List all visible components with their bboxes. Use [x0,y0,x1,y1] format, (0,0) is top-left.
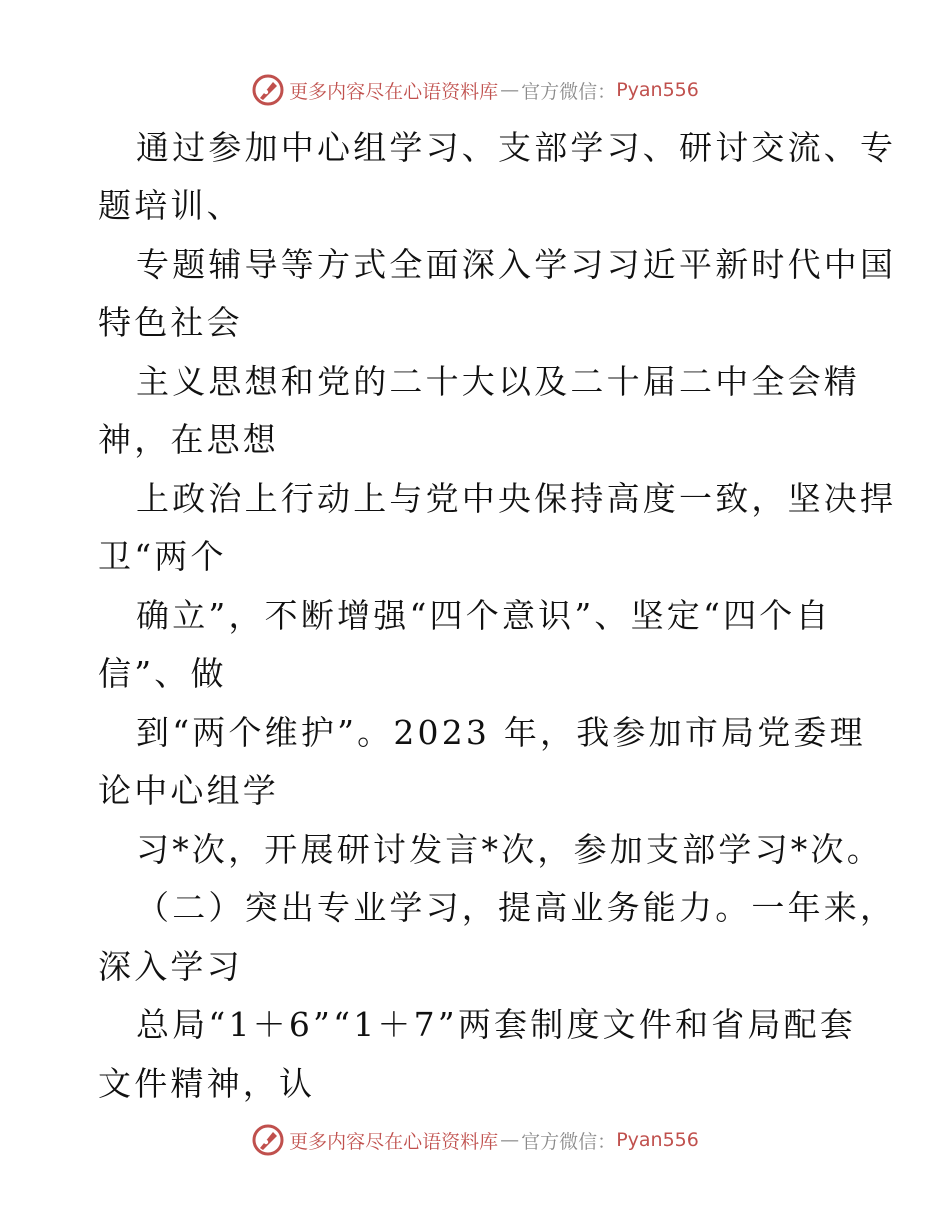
body-line-13: 习*次，开展研讨发言*次，参加支部学习*次。 [136,830,883,869]
pen-nib-logo-icon [251,1123,285,1157]
body-line-5: 主义思想和党的二十大以及二十届二中全会精 [136,362,860,401]
body-line-12: 论中心组学 [98,771,279,810]
body-line-4: 特色社会 [98,303,243,342]
body-line-11: 到“两个维护”。2023 年，我参加市局党委理 [136,713,866,752]
body-line-3: 专题辅导等方式全面深入学习习近平新时代中国 [136,245,897,284]
watermark-label: 官方微信： [521,1130,617,1153]
body-line-6: 神，在思想 [98,420,279,459]
header-watermark [0,70,950,110]
watermark-label: 官方微信： [521,80,617,103]
body-line-7: 上政治上行动上与党中央保持高度一致，坚决捍 [136,479,897,518]
body-line-2: 题培训、 [98,186,243,225]
body-line-9: 确立”，不断增强“四个意识”、坚定“四个自 [136,596,832,635]
body-line-17: 文件精神，认 [98,1064,316,1103]
watermark-dash: — [500,1129,520,1151]
body-line-15: 深入学习 [98,947,243,986]
body-line-10: 信”、做 [98,654,227,693]
body-line-16: 总局“1＋6”“1＋7”两套制度文件和省局配套 [136,1005,857,1044]
watermark-text: 更多内容尽在心语资料库 [289,1130,499,1153]
watermark-id: Pyan556 [616,1129,699,1151]
watermark-id: Pyan556 [616,79,699,101]
body-line-14: （二）突出专业学习，提高业务能力。一年来， [136,888,897,927]
footer-watermark [0,1120,950,1160]
body-line-8: 卫“两个 [98,537,227,576]
body-line-1: 通过参加中心组学习、支部学习、研讨交流、专 [136,128,897,167]
watermark-text: 更多内容尽在心语资料库 [289,80,499,103]
watermark-dash: — [500,79,520,101]
pen-nib-logo-icon [251,73,285,107]
